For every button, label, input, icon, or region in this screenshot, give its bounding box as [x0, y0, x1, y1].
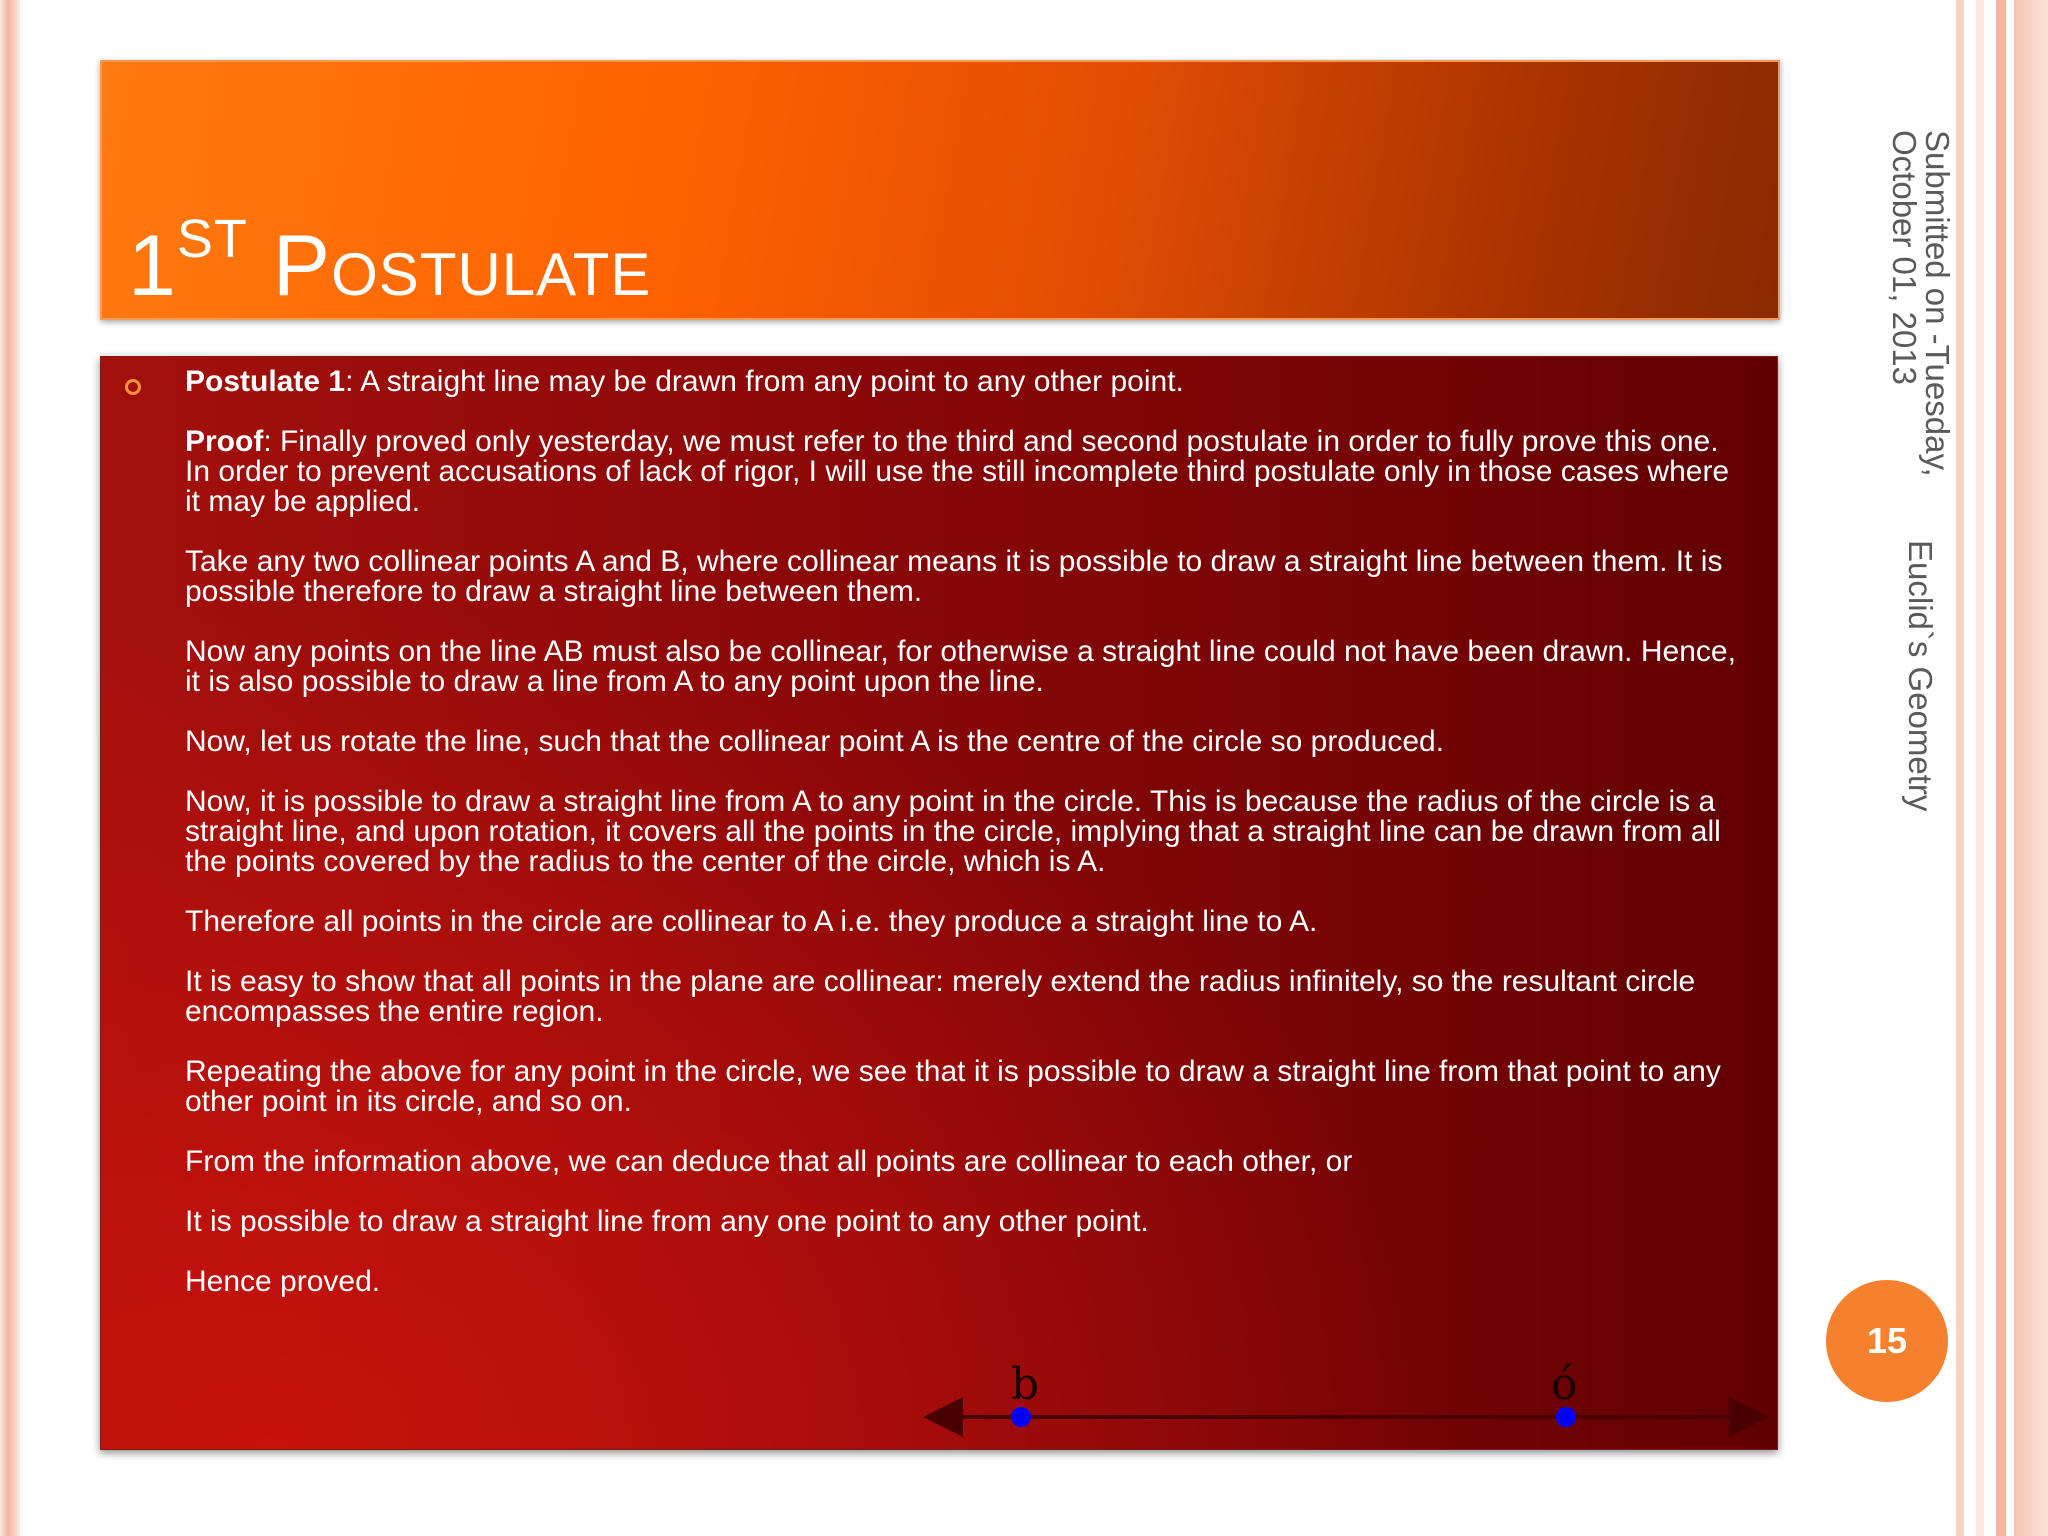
body-paragraph [185, 967, 1745, 1027]
body-paragraph [185, 907, 1745, 937]
line-diagram [911, 1337, 1771, 1437]
paragraph-text: Repeating the above for any point in the circle, we see that it is possible to draw a straight line from that point to any other point in its circle, and so on. [185, 1055, 1721, 1118]
bullet-ring-icon [125, 379, 141, 395]
right-decorative-stripes [1956, 0, 2048, 1536]
paragraph-text: Now, it is possible to draw a straight line from A to any point in the circle. This is because the radius of the circle is a straight line, and upon rotation, it covers all the points in the circle, implying that a straight line can be drawn from all the points covered by the radius to the center of the circle, which is A. [185, 785, 1721, 878]
paragraph-text: : Finally proved only yesterday, we must refer to the third and second postulate in order to fully prove this one. In order to prevent accusations of lack of rigor, I will use the still incomplete third postulate only in those cases where it may be applied. [185, 425, 1730, 518]
paragraph-text: It is possible to draw a straight line from any one point to any other point. [185, 1205, 1149, 1238]
slide-title: 1ST Postulate [128, 209, 652, 314]
diagram-point-left [1011, 1407, 1031, 1427]
diagram-point-right [1556, 1407, 1576, 1427]
body-paragraph [185, 637, 1745, 697]
body-paragraph [185, 1207, 1745, 1237]
body-paragraph [185, 427, 1745, 517]
body-paragraph [185, 1267, 1745, 1297]
paragraph-text: Now any points on the line AB must also be collinear, for otherwise a straight line could not have been drawn. Hence, it is also possible to draw a line from A to any point upon the line. [185, 635, 1736, 698]
paragraph-text: Therefore all points in the circle are collinear to A i.e. they produce a straight line to A. [185, 905, 1318, 938]
page-number-badge: 15 [1826, 1280, 1948, 1402]
content-panel [100, 356, 1778, 1450]
body-paragraph [185, 787, 1745, 877]
body-paragraph [185, 727, 1745, 757]
diagram-label-left: b [1011, 1359, 1040, 1410]
paragraph-text: It is easy to show that all points in the plane are collinear: merely extend the radius infinitely, so the resultant circle encompasses the entire region. [185, 965, 1696, 1028]
paragraph-text: From the information above, we can deduce that all points are collinear to each other, or [185, 1145, 1353, 1178]
paragraph-text: Now, let us rotate the line, such that the collinear point A is the centre of the circle so produced. [185, 725, 1445, 758]
side-presentation-title: Euclid`s Geometry [1902, 540, 1939, 812]
side-date: Submitted on -Tuesday, October 01, 2013 [1886, 130, 1956, 477]
body-paragraph [185, 367, 1745, 397]
body-paragraph [185, 547, 1745, 607]
body-paragraph [185, 1057, 1745, 1117]
title-banner [100, 60, 1780, 320]
diagram-label-right: ó [1551, 1359, 1578, 1410]
body-paragraph [185, 1147, 1745, 1177]
body-text [185, 367, 1745, 1327]
paragraph-label: Postulate 1 [185, 365, 346, 398]
paragraph-text: Take any two collinear points A and B, where collinear means it is possible to draw a straight line between them. It is possible therefore to draw a straight line between them. [185, 545, 1723, 608]
paragraph-text: : A straight line may be drawn from any point to any other point. [345, 365, 1184, 398]
paragraph-text: Hence proved. [185, 1265, 381, 1298]
paragraph-label: Proof [185, 425, 264, 458]
left-page-edge [0, 0, 20, 1536]
